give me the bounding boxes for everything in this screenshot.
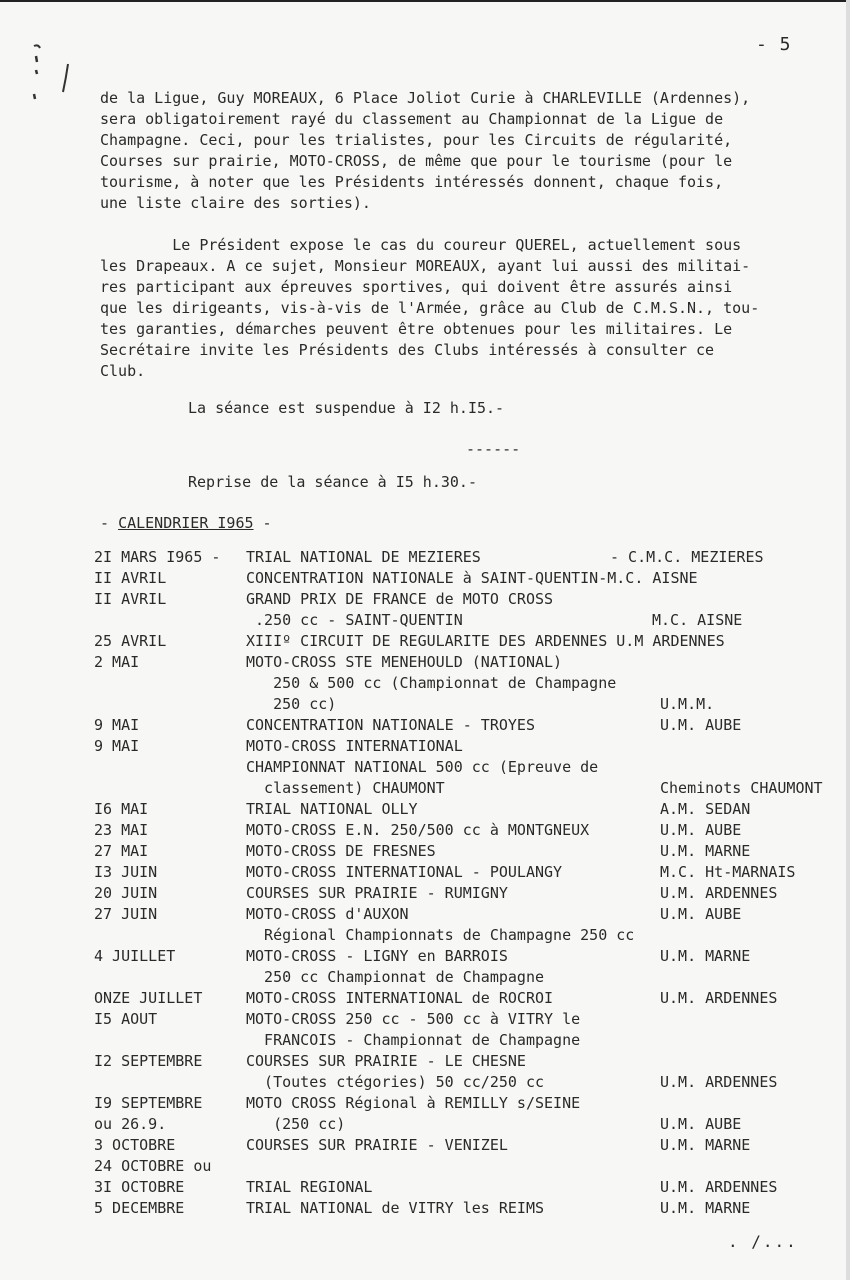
row-date: 27 MAI bbox=[94, 842, 149, 860]
paragraph-seance-suspendue: La séance est suspendue à I2 h.I5.- bbox=[188, 399, 505, 417]
calendar-row bbox=[0, 758, 850, 779]
calendar-row bbox=[0, 905, 850, 926]
row-date: II AVRIL bbox=[94, 569, 167, 587]
calendar-row bbox=[0, 947, 850, 968]
calendar-heading-suffix: - bbox=[253, 514, 272, 532]
calendar-row bbox=[0, 548, 850, 569]
calendar-row bbox=[0, 695, 850, 716]
row-date: 20 JUIN bbox=[94, 884, 158, 902]
page-top-edge bbox=[0, 0, 850, 2]
row-club: Cheminots CHAUMONT bbox=[660, 779, 823, 797]
row-event: GRAND PRIX DE FRANCE de MOTO CROSS bbox=[246, 590, 554, 608]
calendar-table bbox=[0, 548, 850, 1220]
row-club: A.M. SEDAN bbox=[660, 800, 751, 818]
continued-marker: . /... bbox=[728, 1232, 798, 1251]
row-club: U.M. MARNE bbox=[660, 1136, 751, 1154]
row-club: M.C. AISNE bbox=[652, 611, 743, 629]
paragraph-coureur-querel: Le Président expose le cas du coureur QUEREL, actuellement sous les Drapeaux. A ce sujet, Monsieur MOREAUX, ayant lui aussi des militai- res participant aux épreuves sportives, qui doivent être assurés ainsi que les dirigeants, vis-à-vis de l'Armée, grâce au Club de C.M.S.N., tou- tes garanties, démarches peuvent être obtenues pour les militaires. Le Secrétaire invite les Présidents des Clubs intéressés à consulter ce Club. bbox=[100, 236, 760, 380]
row-club: U.M. AUBE bbox=[660, 716, 742, 734]
calendar-row bbox=[0, 968, 850, 989]
calendar-row bbox=[0, 989, 850, 1010]
row-event: TRIAL NATIONAL DE MEZIERES bbox=[246, 548, 481, 566]
calendar-row bbox=[0, 611, 850, 632]
row-event: MOTO-CROSS - LIGNY en BARROIS bbox=[246, 947, 508, 965]
calendar-row bbox=[0, 1136, 850, 1157]
row-event: MOTO-CROSS INTERNATIONAL de ROCROI bbox=[246, 989, 554, 1007]
row-event: COURSES SUR PRAIRIE - RUMIGNY bbox=[246, 884, 508, 902]
row-date: 23 MAI bbox=[94, 821, 149, 839]
row-event: TRIAL REGIONAL bbox=[246, 1178, 373, 1196]
row-club: U.M. ARDENNES bbox=[660, 884, 778, 902]
row-event: MOTO-CROSS d'AUXON bbox=[246, 905, 409, 923]
calendar-heading-title: CALENDRIER I965 bbox=[118, 514, 254, 532]
row-event: MOTO-CROSS 250 cc - 500 cc à VITRY le bbox=[246, 1010, 581, 1028]
page-number: - 5 bbox=[756, 34, 792, 55]
row-date: 24 OCTOBRE ou bbox=[94, 1157, 212, 1175]
row-event: COURSES SUR PRAIRIE - VENIZEL bbox=[246, 1136, 508, 1154]
row-event: 250 cc) bbox=[246, 695, 337, 713]
row-event: TRIAL NATIONAL de VITRY les REIMS bbox=[246, 1199, 545, 1217]
row-club: U.M. MARNE bbox=[660, 842, 751, 860]
calendar-row bbox=[0, 653, 850, 674]
calendar-row bbox=[0, 842, 850, 863]
row-date: 5 DECEMBRE bbox=[94, 1199, 185, 1217]
row-event: TRIAL NATIONAL OLLY bbox=[246, 800, 418, 818]
calendar-row bbox=[0, 1073, 850, 1094]
calendar-heading bbox=[100, 514, 272, 532]
calendar-row bbox=[0, 590, 850, 611]
row-date: I9 SEPTEMBRE bbox=[94, 1094, 203, 1112]
row-event: MOTO-CROSS INTERNATIONAL - POULANGY bbox=[246, 863, 563, 881]
row-club: U.M. AUBE bbox=[660, 1115, 742, 1133]
calendar-row bbox=[0, 1115, 850, 1136]
calendar-row bbox=[0, 632, 850, 653]
row-event: Régional Championnats de Champagne 250 cc bbox=[246, 926, 635, 944]
calendar-row bbox=[0, 1157, 850, 1178]
row-date: 3 OCTOBRE bbox=[94, 1136, 176, 1154]
calendar-row bbox=[0, 1178, 850, 1199]
row-event: XIIIº CIRCUIT DE REGULARITE DES ARDENNES U.M ARDENNES bbox=[246, 632, 725, 650]
margin-pen-marks bbox=[28, 42, 88, 112]
row-event: MOTO-CROSS INTERNATIONAL bbox=[246, 737, 463, 755]
row-event: FRANCOIS - Championnat de Champagne bbox=[246, 1031, 581, 1049]
row-club: M.C. Ht-MARNAIS bbox=[660, 863, 796, 881]
row-date: 4 JUILLET bbox=[94, 947, 176, 965]
row-date: 2 MAI bbox=[94, 653, 140, 671]
row-date: 9 MAI bbox=[94, 737, 140, 755]
section-separator: ------ bbox=[466, 440, 521, 458]
row-date: 9 MAI bbox=[94, 716, 140, 734]
calendar-row bbox=[0, 569, 850, 590]
row-club: U.M. AUBE bbox=[660, 905, 742, 923]
row-event: classement) CHAUMONT bbox=[246, 779, 445, 797]
calendar-row bbox=[0, 1031, 850, 1052]
calendar-row bbox=[0, 926, 850, 947]
calendar-row bbox=[0, 1094, 850, 1115]
row-club: U.M. ARDENNES bbox=[660, 1178, 778, 1196]
row-date: 27 JUIN bbox=[94, 905, 158, 923]
row-event: CONCENTRATION NATIONALE à SAINT-QUENTIN-M.C. AISNE bbox=[246, 569, 698, 587]
row-club: U.M. ARDENNES bbox=[660, 989, 778, 1007]
calendar-row bbox=[0, 674, 850, 695]
row-date: I6 MAI bbox=[94, 800, 149, 818]
calendar-row bbox=[0, 800, 850, 821]
calendar-heading-prefix: - bbox=[100, 514, 119, 532]
calendar-row bbox=[0, 779, 850, 800]
row-club: U.M. ARDENNES bbox=[660, 1073, 778, 1091]
row-event: MOTO CROSS Régional à REMILLY s/SEINE bbox=[246, 1094, 581, 1112]
row-date: 3I OCTOBRE bbox=[94, 1178, 185, 1196]
row-club: - C.M.C. MEZIERES bbox=[610, 548, 764, 566]
row-event: MOTO-CROSS DE FRESNES bbox=[246, 842, 436, 860]
row-club: U.M.M. bbox=[660, 695, 715, 713]
paragraph-ligue-classement: de la Ligue, Guy MOREAUX, 6 Place Joliot Curie à CHARLEVILLE (Ardennes), sera obligatoirement rayé du classement au Championnat de la Ligue de Champagne. Ceci, pour les trialistes, pour les Circuits de régularité, Courses sur prairie, MOTO-CROSS, de même que pour le tourisme (pour le tourisme, à noter que les Présidents intéressés donnent, chaque fois, une liste claire des sorties). bbox=[100, 89, 751, 212]
row-event: MOTO-CROSS STE MENEHOULD (NATIONAL) bbox=[246, 653, 563, 671]
row-event: COURSES SUR PRAIRIE - LE CHESNE bbox=[246, 1052, 526, 1070]
row-date: ou 26.9. bbox=[94, 1115, 167, 1133]
calendar-row bbox=[0, 821, 850, 842]
row-event: (250 cc) bbox=[246, 1115, 346, 1133]
row-date: 25 AVRIL bbox=[94, 632, 167, 650]
calendar-row bbox=[0, 863, 850, 884]
row-date: I5 AOUT bbox=[94, 1010, 158, 1028]
row-event: 250 cc Championnat de Champagne bbox=[246, 968, 545, 986]
calendar-row bbox=[0, 884, 850, 905]
calendar-row bbox=[0, 1199, 850, 1220]
calendar-row bbox=[0, 1052, 850, 1073]
row-club: U.M. MARNE bbox=[660, 1199, 751, 1217]
row-event: 250 & 500 cc (Championnat de Champagne bbox=[246, 674, 617, 692]
row-date: 2I MARS I965 - bbox=[94, 548, 221, 566]
row-date: ONZE JUILLET bbox=[94, 989, 203, 1007]
row-event: (Toutes ctégories) 50 cc/250 cc bbox=[246, 1073, 545, 1091]
row-event: MOTO-CROSS E.N. 250/500 cc à MONTGNEUX bbox=[246, 821, 590, 839]
calendar-row bbox=[0, 1010, 850, 1031]
row-event: CONCENTRATION NATIONALE - TROYES bbox=[246, 716, 535, 734]
calendar-row bbox=[0, 716, 850, 737]
calendar-row bbox=[0, 737, 850, 758]
row-event: .250 cc - SAINT-QUENTIN bbox=[246, 611, 463, 629]
row-event: CHAMPIONNAT NATIONAL 500 cc (Epreuve de bbox=[246, 758, 599, 776]
row-date: I3 JUIN bbox=[94, 863, 158, 881]
row-club: U.M. AUBE bbox=[660, 821, 742, 839]
row-club: U.M. MARNE bbox=[660, 947, 751, 965]
row-date: I2 SEPTEMBRE bbox=[94, 1052, 203, 1070]
paragraph-reprise-seance: Reprise de la séance à I5 h.30.- bbox=[188, 473, 477, 491]
row-date: II AVRIL bbox=[94, 590, 167, 608]
